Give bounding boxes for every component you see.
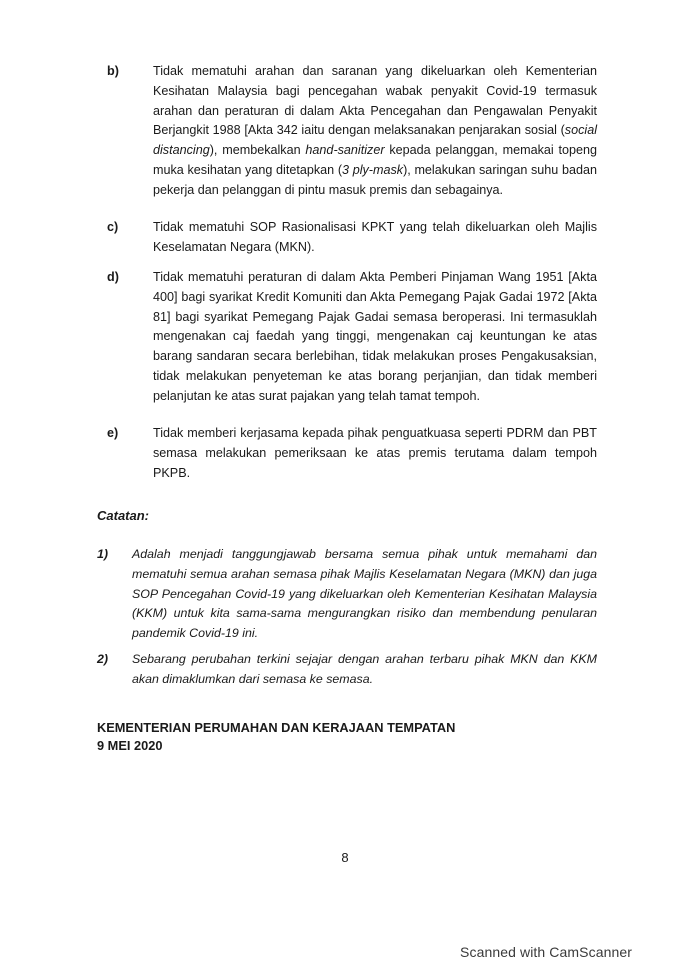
- list-item-label: e): [107, 426, 119, 440]
- list-item-text: Tidak mematuhi arahan dan saranan yang dikeluarkan oleh Kementerian Kesihatan Malaysia bagi pencegahan wabak penyakit Covid-19 termasuk arahan dan peraturan di dalam Akta Pencegahan dan Pengawalan Penyakit Berjangkit 1988 [Akta 342 iaitu dengan melaksanakan penjarakan sosial (social distancing), membekalkan hand-sanitizer kepada pelanggan, memakai topeng muka kesihatan yang ditetapkan (3 ply-mask), melakukan saringan suhu badan pekerja dan pelanggan di pintu masuk premis dan sebagainya.: [153, 64, 597, 197]
- list-item-b: [107, 62, 597, 201]
- notes-heading: Catatan:: [97, 508, 150, 523]
- scanner-watermark: Scanned with CamScanner: [460, 944, 632, 960]
- list-item-e: [107, 424, 597, 483]
- note-text: Sebarang perubahan terkini sejajar dengan arahan terbaru pihak MKN dan KKM akan dimaklumkan dari semasa ke semasa.: [132, 652, 597, 686]
- page-number: 8: [341, 850, 349, 865]
- signature-date: 9 MEI 2020: [97, 738, 163, 753]
- note-text: Adalah menjadi tanggungjawab bersama semua pihak untuk memahami dan mematuhi semua arahan semasa pihak Majlis Keselamatan Negara (MKN) dan juga SOP Pencegahan Covid-19 yang dikeluarkan oleh Kementerian Kesihatan Malaysia (KKM) untuk kita sama-sama mengurangkan risiko dan membendung penularan pandemik Covid-19 ini.: [132, 547, 597, 641]
- signature-organization: KEMENTERIAN PERUMAHAN DAN KERAJAAN TEMPATAN: [97, 720, 456, 735]
- list-item-text: Tidak mematuhi peraturan di dalam Akta Pemberi Pinjaman Wang 1951 [Akta 400] bagi syarikat Kredit Komuniti dan Akta Pemegang Pajak Gadai 1972 [Akta 81] bagi syarikat Pemegang Pajak Gadai semasa beroperasi. Ini termasuklah mengenakan caj faedah yang tinggi, mengenakan caj keuntungan ke atas barang sandaran secara berlebihan, tidak melakukan proses Pengakusaksian, tidak melakukan penyeteman ke atas borang perjanjian, dan tidak memberi pelanjutan ke atas surat pajakan yang telah tamat tempoh.: [153, 270, 597, 403]
- list-item-label: b): [107, 64, 119, 78]
- list-item-text: Tidak memberi kerjasama kepada pihak penguatkuasa seperti PDRM dan PBT semasa melakukan pemeriksaan ke atas premis terutama dalam tempoh PKPB.: [153, 426, 597, 480]
- list-item-text: Tidak mematuhi SOP Rasionalisasi KPKT yang telah dikeluarkan oleh Majlis Keselamatan Negara (MKN).: [153, 220, 597, 254]
- list-item-c: [107, 218, 597, 258]
- list-item-label: d): [107, 270, 119, 284]
- note-label: 1): [97, 547, 109, 561]
- list-item-label: c): [107, 220, 119, 234]
- note-item-2: [97, 650, 597, 690]
- list-item-d: [107, 268, 597, 407]
- note-label: 2): [97, 652, 109, 666]
- note-item-1: [97, 545, 597, 644]
